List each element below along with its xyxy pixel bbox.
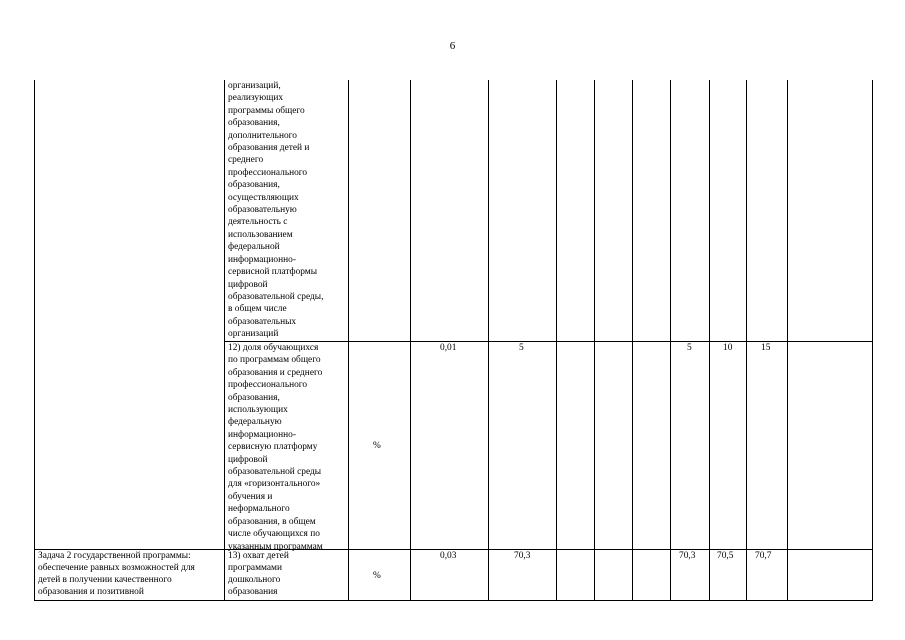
row-2-weight: 0,03	[440, 551, 457, 561]
row-2-year1: 70,3	[679, 551, 696, 561]
col-line-0	[34, 80, 35, 601]
row-1-year3: 15	[761, 343, 771, 353]
row-1-indicator: 12) доля обучающихся по программам общего образования и среднего профессионального образования, использующих федеральную информационно- сервисную платформу цифровой образовательной среды для «горизонтального» обучения и неформального образования, в общем числе обучающихся по указанным программам	[228, 343, 323, 552]
row-1-weight: 0,01	[440, 343, 457, 353]
row-2-year2: 70,5	[717, 551, 734, 561]
row-2-year3: 70,7	[755, 551, 772, 561]
row-1-year1: 5	[687, 343, 692, 353]
row-0-indicator: организаций, реализующих программы общего образования, дополнительного образования детей и среднего профессионального образования, осуществляющих образовательную деятельность с использованием федеральной информационно- сервисной платформы цифровой образовательной среды, в общем числе образовательных организаций	[228, 81, 324, 340]
row-1-unit: %	[373, 441, 381, 451]
row-1-base: 5	[519, 343, 524, 353]
row-1-year2: 10	[723, 343, 733, 353]
row-2-task: Задача 2 государственной программы: обеспечение равных возможностей для детей в получении качественного образования и позитивной	[38, 551, 195, 597]
row-2-base: 70,3	[514, 551, 531, 561]
row-2-unit: %	[373, 571, 381, 581]
page-number: 6	[449, 40, 456, 52]
row-2-indicator: 13) охват детей программами дошкольного образования	[228, 551, 289, 597]
row-line-bottom	[34, 600, 873, 601]
